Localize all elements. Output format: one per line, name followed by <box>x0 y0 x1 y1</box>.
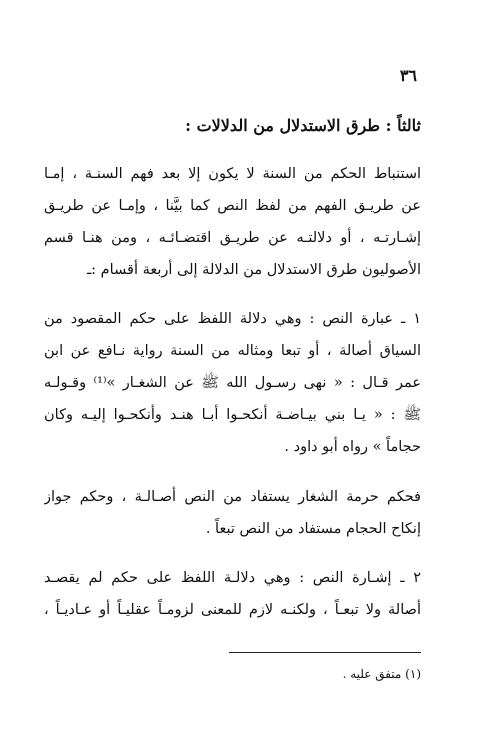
paragraph-intro <box>44 158 421 286</box>
footnote: (١) متفق عليه . <box>342 667 421 681</box>
text-line: أصالة ولا تبعـاً ، ولكنـه لازم للمعنى لزومـاً عقليـاً أو عـاديـاً ، <box>44 602 421 618</box>
text-line: إنكاح الحجام مستفاد من النص تبعاً . <box>205 521 421 537</box>
paragraph-explicit-text <box>44 303 421 463</box>
text-line: ﷺ : « يـا بني بيـاضـة أنكحـوا أبـا هنـد وأنكحـوا إليـه وكان <box>44 407 421 423</box>
text-line: السياق أصالة ، أو تبعا ومثاله من السنة رواية نـافع عن ابن <box>44 343 421 359</box>
paragraph-ruling <box>44 481 421 545</box>
text-line: عن طريـق الفهم من لفظ النص كما بيَّنا ، وإمـا عن طريـق <box>44 198 421 214</box>
text-line: الأصوليون طرق الاستدلال من الدلالة إلى أربعة أقسام :ـ <box>86 262 421 278</box>
paragraph-indication <box>44 562 421 626</box>
text-line: ١ ـ عبارة النص : وهي دلالة اللفظ على حكم المقصود من <box>44 311 421 327</box>
text-line: إشـارتـه ، أو دلالتـه عن طريـق اقتضـائـه ، ومن هنـا قسم <box>44 230 421 246</box>
footnote-divider <box>229 652 421 653</box>
text-line: فحكم حرمة الشغار يستفاد من النص أصـالـة ، وحكم جواز <box>44 489 421 505</box>
page-number: ٣٦ <box>399 66 417 85</box>
section-heading: ثالثاً : طرق الاستدلال من الدلالات : <box>185 116 421 135</box>
text-line: ٢ ـ إشـارة النص : وهي دلالـة اللفظ على حكم لم يقصـد <box>44 570 421 586</box>
text-line: حجاماً » رواه أبو داود . <box>284 439 421 455</box>
text-line: استنباط الحكم من السنة لا يكون إلا بعد فهم السنـة ، إمـا <box>44 166 421 182</box>
text-line: عمر قـال : « نهى رسـول الله ﷺ عن الشغـار »⁽¹⁾ وقـولـه <box>44 375 421 391</box>
